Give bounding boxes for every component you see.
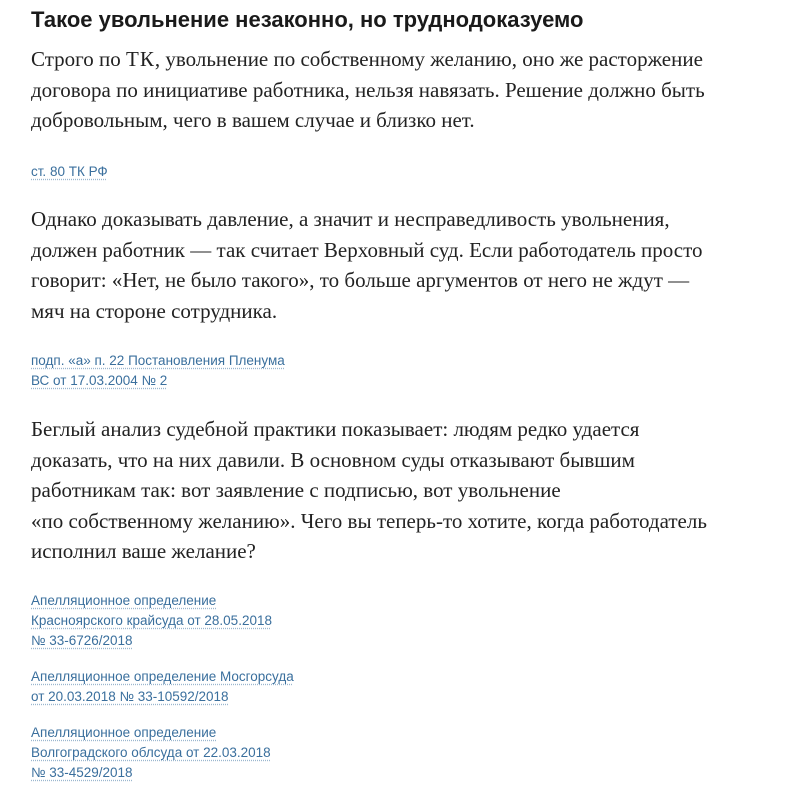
article-heading: Такое увольнение незаконно, но труднодоказуемо [31, 7, 584, 32]
reference-link-volgograd-court[interactable]: Апелляционное определение Волгоградского облсуда от 22.03.2018 № 33-4529/2018 [31, 725, 271, 780]
paragraph-line: исполнил ваше желание? [31, 539, 256, 563]
paragraph-burden-of-proof [31, 204, 703, 326]
paragraph-line: договора по инициативе работника, нельзя навязать. Решение должно быть [31, 77, 705, 102]
paragraph-court-practice [31, 414, 707, 567]
reference-link-krasnoyarsk-court[interactable]: Апелляционное определение Красноярского крайсуда от 28.05.2018 № 33-6726/2018 [31, 593, 272, 648]
paragraph-line: говорит: «Нет, не было такого», то больше аргументов от него не ждут — [31, 268, 690, 292]
paragraph-line: доказать, что на них давили. В основном суды отказывают бывшим [31, 447, 635, 472]
paragraph-tk-rule [31, 44, 705, 136]
reference-link-plenum-resolution[interactable]: подп. «а» п. 22 Постановления Пленума ВС от 17.03.2004 № 2 [31, 353, 285, 388]
paragraph-line: «по собственному желанию». Чего вы теперь-то хотите, когда работодатель [31, 508, 707, 533]
reference-link-article-80[interactable]: ст. 80 ТК РФ [31, 164, 108, 179]
paragraph-line: Однако доказывать давление, а значит и несправедливость увольнения, [31, 207, 670, 231]
paragraph-line: работникам так: вот заявление с подписью, вот увольнение [31, 478, 561, 502]
paragraph-line: мяч на стороне сотрудника. [31, 298, 278, 323]
paragraph-line: должен работник — так считает Верховный суд. Если работодатель просто [31, 237, 703, 262]
paragraph-line: Строго по ТК, увольнение по собственному желанию, оно же расторжение [31, 47, 703, 71]
paragraph-line: добровольным, чего в вашем случае и близко нет. [31, 108, 475, 132]
tk-abbreviation: ТК [126, 47, 155, 71]
paragraph-line: Беглый анализ судебной практики показывает: людям редко удается [31, 417, 640, 441]
reference-link-moscow-court[interactable]: Апелляционное определение Мосгорсуда от 20.03.2018 № 33-10592/2018 [31, 669, 294, 704]
